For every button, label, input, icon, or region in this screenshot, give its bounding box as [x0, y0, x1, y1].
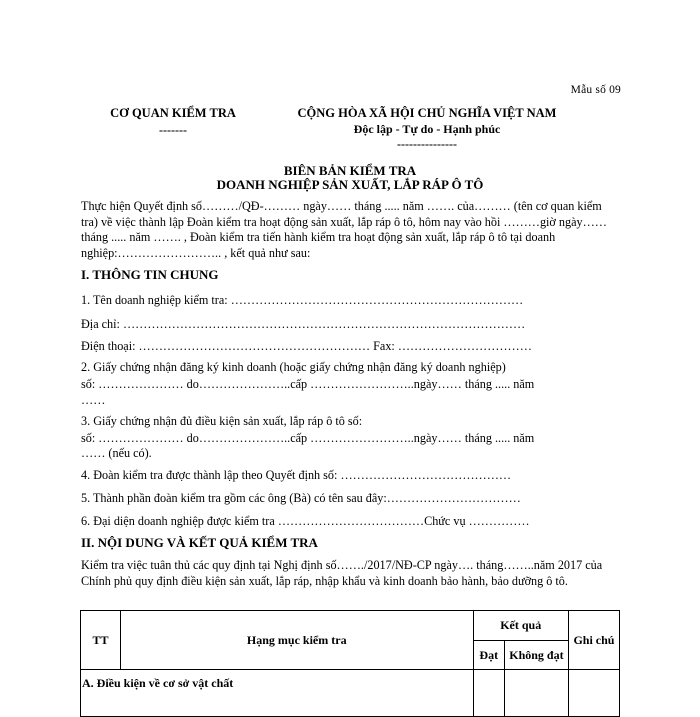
section-general-info-heading: I. THÔNG TIN CHUNG [81, 267, 219, 282]
row-a-pass-cell [473, 670, 504, 717]
production-cert-line1: 3. Giấy chứng nhận đủ điều kiện sản xuất, lắp ráp ô tô số: [81, 414, 363, 428]
inspection-scope-paragraph: Kiểm tra việc tuân thủ các quy định tại Nghị định số……./2017/NĐ-CP ngày…. tháng……..năm 2017 của Chính phủ quy định điều kiện sản xuất, lắp ráp, nhập khẩu và kinh doanh bảo hành, bảo dưỡng ô tô. [81, 558, 603, 588]
business-license-line2: số: ………………… do…………………..cấp ……………………..ngày…… tháng ..... năm [81, 377, 535, 391]
motto-divider: --------------- [397, 137, 457, 151]
business-license-line3: …… [81, 393, 106, 407]
document-subtitle: DOANH NGHIỆP SẢN XUẤT, LẮP RÁP Ô TÔ [216, 177, 484, 192]
col-header-result: Kết quả [473, 611, 568, 641]
decision-line: 4. Đoàn kiểm tra được thành lập theo Quyết định số: …………………………………… [81, 468, 512, 482]
agency-header [90, 106, 256, 138]
agency-divider: ------- [159, 123, 187, 137]
address-line: Địa chỉ: ……………………………………………………………………………………… [81, 317, 526, 331]
production-cert-line3: …… (nếu có). [81, 446, 152, 460]
col-header-note: Ghi chú [568, 611, 619, 670]
col-header-tt: TT [81, 611, 121, 670]
national-header [268, 106, 586, 152]
business-license-line1: 2. Giấy chứng nhận đăng ký kinh doanh (hoặc giấy chứng nhận đăng ký doanh nghiệp) [81, 360, 506, 374]
col-header-fail: Không đạt [504, 641, 568, 670]
col-header-item: Hạng mục kiểm tra [120, 611, 473, 670]
table-row [81, 670, 620, 717]
company-name-line: 1. Tên doanh nghiệp kiểm tra: ……………………………………………………………… [81, 293, 524, 307]
row-a-label: A. Điều kiện về cơ sở vật chất [81, 670, 474, 717]
team-members-line: 5. Thành phần đoàn kiểm tra gồm các ông (Bà) có tên sau đây:…………………………… [81, 491, 521, 505]
intro-paragraph: Thực hiện Quyết định số………/QĐ-……… ngày…… tháng ..... năm ……. của……… (tên cơ quan kiểm tra) về việc thành lập Đoàn kiểm tra hoạt động sản xuất, lắp ráp ô tô, hôm nay vào hồi ………giờ ngày…… tháng ..... năm ……. , Đoàn kiểm tra tiến hành kiểm tra hoạt động sản xuất, lắp ráp ô tô tại doanh nghiệp:…………………….. , kết quả như sau: [81, 199, 607, 260]
national-motto: Độc lập - Tự do - Hạnh phúc [353, 122, 501, 136]
production-cert-line2: số: ………………… do…………………..cấp ……………………..ngày…… tháng ..... năm [81, 431, 535, 445]
form-number: Mẫu số 09 [570, 84, 621, 96]
agency-name: CƠ QUAN KIỂM TRA [110, 106, 236, 120]
country-name: CỘNG HÒA XÃ HỘI CHỦ NGHĨA VIỆT NAM [297, 106, 557, 120]
document-title: BIÊN BẢN KIỂM TRA [283, 163, 417, 178]
inspection-table [80, 610, 620, 717]
col-header-pass: Đạt [473, 641, 504, 670]
row-a-fail-cell [504, 670, 568, 717]
representative-line: 6. Đại diện doanh nghiệp được kiểm tra ………………………………Chức vụ …………… [81, 514, 530, 528]
phone-fax-line: Điện thoại: ………………………………………………… Fax: …………………………… [81, 339, 532, 353]
row-a-note-cell [568, 670, 619, 717]
section-content-heading: II. NỘI DUNG VÀ KẾT QUẢ KIỂM TRA [81, 535, 318, 550]
